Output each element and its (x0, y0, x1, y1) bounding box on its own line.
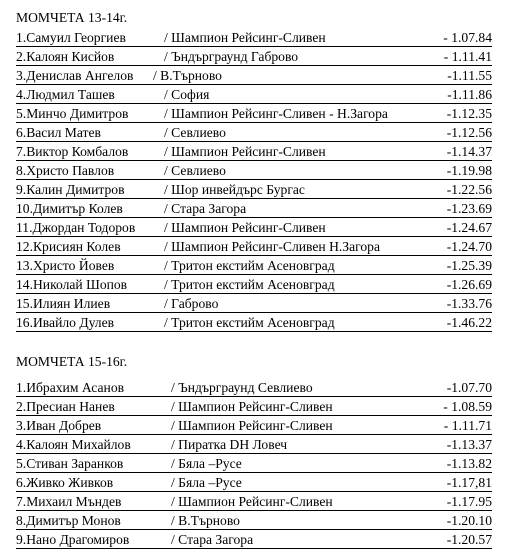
rider-name: 1.Самуил Георгиев (16, 30, 126, 45)
rider-club: / Тритон екстийм Асеновград (164, 315, 335, 330)
rider-club: / Шор инвейдърс Бургас (164, 182, 305, 197)
rider-club: / Шампион Рейсинг-Сливен (171, 399, 333, 414)
result-row (16, 239, 492, 256)
race-time: -1.23.69 (446, 201, 492, 216)
race-time: -1.07.70 (446, 380, 492, 395)
rider-club: / Пиратка DH Ловеч (171, 437, 288, 452)
rider-club: / Шампион Рейсинг-Сливен (171, 494, 333, 509)
result-row (16, 532, 492, 549)
result-row (16, 296, 492, 313)
rider-name: 11.Джордан Тодоров (16, 220, 136, 235)
race-time: -1.12.35 (446, 106, 492, 121)
rider-name: 3.Денислав Ангелов (16, 68, 134, 83)
result-row (16, 277, 492, 294)
race-time: - 1.11.41 (443, 49, 492, 64)
rider-name: 6.Живко Живков (16, 475, 114, 490)
race-time: - 1.07.84 (443, 30, 492, 45)
rider-club: / Габрово (164, 296, 219, 311)
race-time: -1.20.57 (446, 532, 492, 547)
rider-name: 9.Нано Драгомиров (16, 532, 130, 547)
race-time: -1.11.55 (447, 68, 492, 83)
rider-club: / Севлиево (164, 163, 226, 178)
rider-name: 5.Стиван Заранков (16, 456, 124, 471)
race-time: -1.22.56 (446, 182, 492, 197)
result-row (16, 201, 492, 218)
result-row (16, 418, 492, 435)
rider-name: 7.Михаил Мъндев (16, 494, 122, 509)
rider-name: 8.Христо Павлов (16, 163, 115, 178)
race-time: -1.33.76 (446, 296, 492, 311)
result-row (16, 68, 492, 85)
rider-club: / Шампион Рейсинг-Сливен (164, 30, 326, 45)
race-time: -1.11.86 (447, 87, 492, 102)
rider-name: 12.Крисиян Колев (16, 239, 121, 254)
rider-name: 4.Людмил Ташев (16, 87, 115, 102)
race-time: -1.17.95 (446, 494, 492, 509)
race-time: -1.17,81 (446, 475, 492, 490)
rider-name: 13.Христо Йовев (16, 258, 115, 273)
rider-club: / Шампион Рейсинг-Сливен (164, 220, 326, 235)
rider-name: 2.Калоян Кисйов (16, 49, 115, 64)
rider-name: 10.Димитър Колев (16, 201, 123, 216)
rider-name: 6.Васил Матев (16, 125, 101, 140)
rider-name: 5.Минчо Димитров (16, 106, 129, 121)
result-row (16, 380, 492, 397)
rider-club: / Тритон екстийм Асеновград (164, 258, 335, 273)
rider-name: 3.Иван Добрев (16, 418, 102, 433)
result-row (16, 106, 492, 123)
result-row (16, 182, 492, 199)
rider-club: / В.Търново (171, 513, 240, 528)
race-time: -1.25.39 (446, 258, 492, 273)
rider-club: / Шампион Рейсинг-Сливен Н.Загора (164, 239, 381, 254)
rider-club: / София (164, 87, 210, 102)
race-time: -1.24.70 (446, 239, 492, 254)
result-row (16, 399, 492, 416)
race-time: -1.19.98 (446, 163, 492, 178)
rider-club: / Ъндърграунд Севлиево (171, 380, 313, 395)
rider-club: / В.Търново (153, 68, 222, 83)
rider-club: / Стара Загора (164, 201, 247, 216)
race-time: -1.13.37 (446, 437, 492, 452)
rider-name: 1.Ибрахим Асанов (16, 380, 125, 395)
race-time: - 1.11.71 (443, 418, 492, 433)
section-title: МОМЧЕТА 15-16г. (16, 354, 128, 369)
rider-name: 2.Пресиан Нанев (16, 399, 115, 414)
race-time: -1.13.82 (446, 456, 492, 471)
rider-club: / Шампион Рейсинг-Сливен - Н.Загора (164, 106, 388, 121)
race-time: -1.12.56 (446, 125, 492, 140)
rider-club: / Стара Загора (171, 532, 254, 547)
result-row (16, 258, 492, 275)
result-row (16, 475, 492, 492)
result-row (16, 163, 492, 180)
race-time: -1.26.69 (446, 277, 492, 292)
result-row (16, 494, 492, 511)
rider-name: 16.Ивайло Дулев (16, 315, 115, 330)
result-row (16, 220, 492, 237)
rider-name: 9.Калин Димитров (16, 182, 125, 197)
race-time: -1.14.37 (446, 144, 492, 159)
rider-name: 4.Калоян Михайлов (16, 437, 131, 452)
result-row (16, 437, 492, 454)
rider-club: / Бяла –Русе (171, 475, 242, 490)
rider-name: 14.Николай Шопов (16, 277, 128, 292)
result-row (16, 315, 492, 332)
section-title: МОМЧЕТА 13-14г. (16, 10, 128, 25)
rider-club: / Тритон екстийм Асеновград (164, 277, 335, 292)
rider-name: 8.Димитър Монов (16, 513, 121, 528)
result-row (16, 456, 492, 473)
race-time: -1.20.10 (446, 513, 492, 528)
result-row (16, 49, 492, 66)
rider-name: 15.Илиян Илиев (16, 296, 111, 311)
race-time: -1.46.22 (446, 315, 492, 330)
result-row (16, 513, 492, 530)
result-row (16, 87, 492, 104)
rider-club: / Шампион Рейсинг-Сливен (171, 418, 333, 433)
result-row (16, 30, 492, 47)
race-time: -1.24.67 (446, 220, 492, 235)
rider-club: / Шампион Рейсинг-Сливен (164, 144, 326, 159)
rider-club: / Ъндърграунд Габрово (164, 49, 299, 64)
rider-club: / Бяла –Русе (171, 456, 242, 471)
result-row (16, 125, 492, 142)
rider-name: 7.Виктор Комбалов (16, 144, 129, 159)
race-time: - 1.08.59 (443, 399, 492, 414)
result-row (16, 144, 492, 161)
rider-club: / Севлиево (164, 125, 226, 140)
